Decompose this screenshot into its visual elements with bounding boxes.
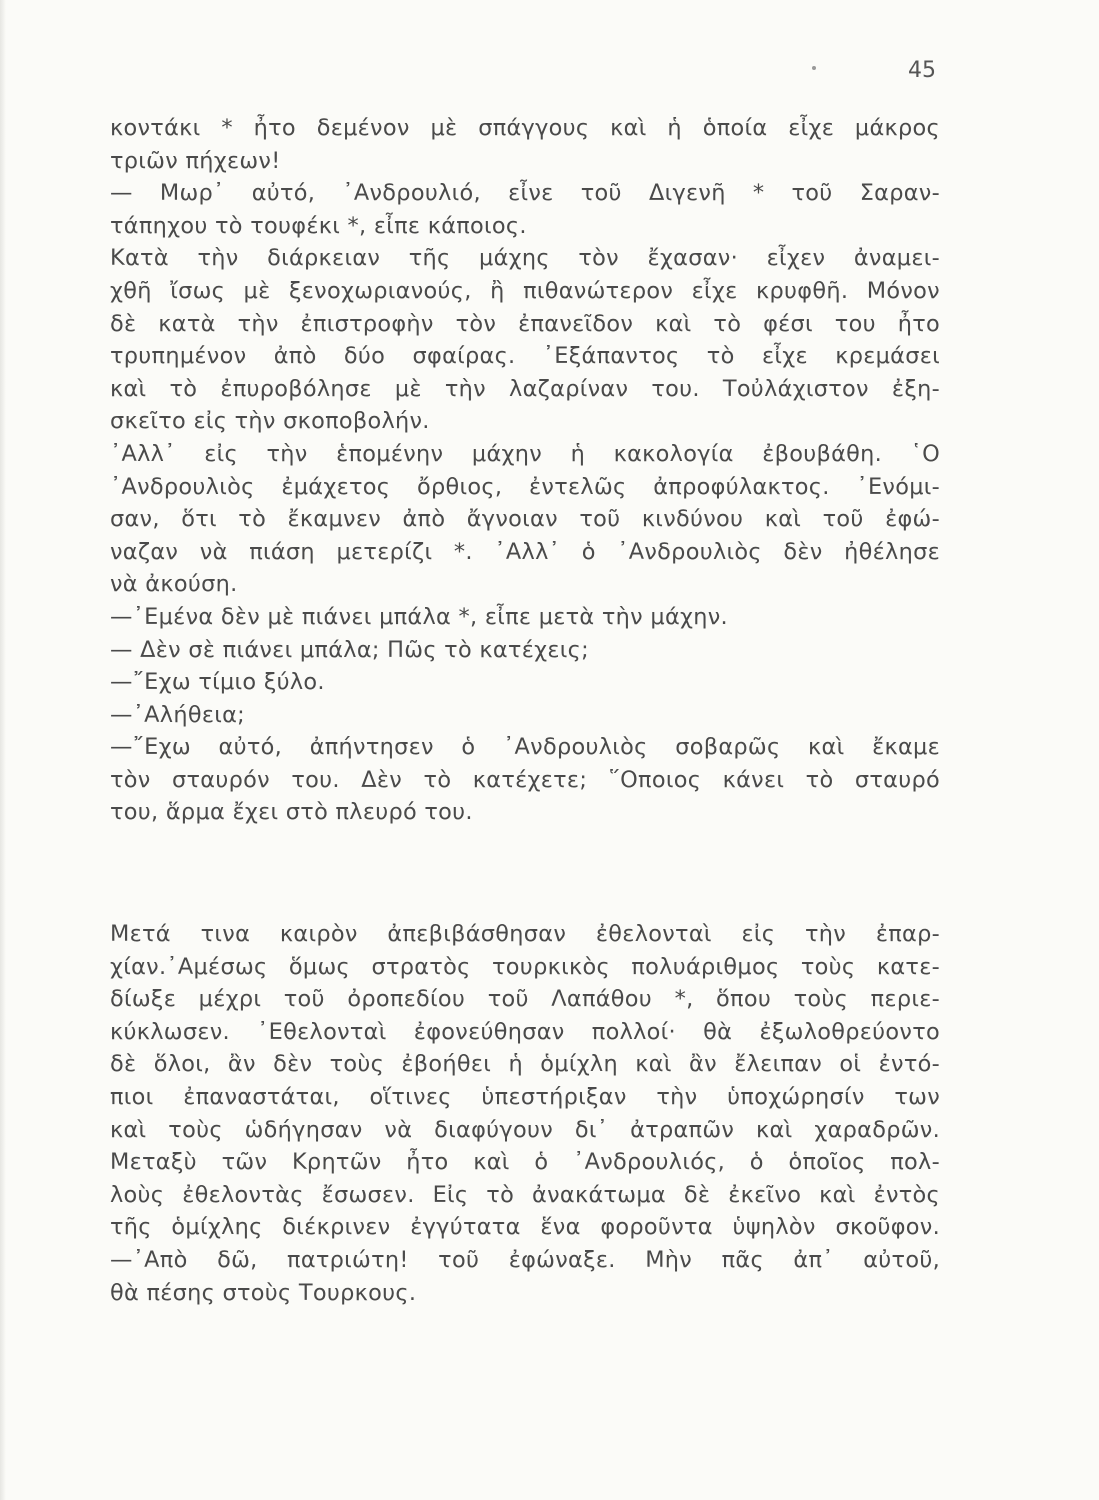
page-number: 45 [908,58,936,83]
text-line: τὸν σταυρόν του. Δὲν τὸ κατέχετε; ῞Οποιος κάνει τὸ σταυρό [110,766,940,793]
text-line: ναζαν νὰ πιάση μετερίζι *. ᾽Αλλ᾽ ὁ ᾽Ανδρουλιὸς δὲν ἠθέλησε [110,538,940,565]
text-block-narrative [110,918,940,1309]
text-line: χίαν.᾽Αμέσως ὅμως στρατὸς τουρκικὸς πολυάριθμος τοὺς κατε- [110,953,940,980]
text-line: καὶ τοὺς ὡδήγησαν νὰ διαφύγουν δι᾽ ἀτραπῶν καὶ χαραδρῶν. [110,1116,940,1143]
text-line: — Μωρ᾽ αὐτό, ᾽Ανδρουλιό, εἶνε τοῦ Διγενῆ * τοῦ Σαραν- [110,180,940,207]
page-edge-shadow [0,0,6,1500]
text-line: πιοι ἐπαναστάται, οἵτινες ὑπεστήριξαν τὴν ὑποχώρησίν των [110,1083,940,1110]
text-line: Μεταξὺ τῶν Κρητῶν ἦτο καὶ ὁ ᾽Ανδρουλιός, ὁ ὁποῖος πολ- [110,1149,940,1176]
text-line: —῎Εχω αὐτό, ἀπήντησεν ὁ ᾽Ανδρουλιὸς σοβαρῶς καὶ ἔκαμε [110,734,940,761]
text-line: —᾽Απὸ δῶ, πατριώτη! τοῦ ἐφώναξε. Μὴν πᾶς ἀπ᾽ αὐτοῦ, [110,1246,940,1273]
text-line: λοὺς ἐθελοντὰς ἔσωσεν. Εἰς τὸ ἀνακάτωμα δὲ ἐκεῖνο καὶ ἐντὸς [110,1181,940,1208]
text-line: — Δὲν σὲ πιάνει μπάλα; Πῶς τὸ κατέχεις; [110,636,589,663]
text-line: χθῆ ἴσως μὲ ξενοχωριανούς, ἢ πιθανώτερον εἶχε κρυφθῆ. Μόνον [110,277,940,304]
text-line: κοντάκι * ἦτο δεμένον μὲ σπάγγους καὶ ἡ ὁποία εἶχε μάκρος [110,115,940,141]
text-line: ᾽Αλλ᾽ εἰς τὴν ἑπομένην μάχην ἡ κακολογία ἐβουβάθη. ῾Ο [110,440,940,467]
text-line: δίωξε μέχρι τοῦ ὀροπεδίου τοῦ Λαπάθου *, ὅπου τοὺς περιε- [110,986,940,1013]
text-line: τρυπημένον ἀπὸ δύο σφαίρας. ᾽Εξάπαντος τὸ εἶχε κρεμάσει [110,343,940,370]
print-speck [812,66,816,70]
text-line: Κατὰ τὴν διάρκειαν τῆς μάχης τὸν ἔχασαν· εἶχεν ἀναμει- [110,245,940,272]
text-line: —῎Εχω τίμιο ξύλο. [110,669,325,696]
text-line: σαν, ὅτι τὸ ἔκαμνεν ἀπὸ ἄγνοιαν τοῦ κινδύνου καὶ τοῦ ἐφώ- [110,506,940,533]
text-line: καὶ τὸ ἐπυροβόλησε μὲ τὴν λαζαρίναν του. Τοὐλάχιστον ἐξη- [110,375,940,402]
text-line: δὲ κατὰ τὴν ἐπιστροφὴν τὸν ἐπανεῖδον καὶ τὸ φέσι του ἦτο [110,310,940,337]
text-line: ᾽Ανδρουλιὸς ἐμάχετος ὄρθιος, ἐντελῶς ἀπροφύλακτος. ᾽Ενόμι- [110,473,940,500]
text-line: Μετά τινα καιρὸν ἀπεβιβάσθησαν ἐθελονταὶ εἰς τὴν ἐπαρ- [110,921,940,947]
text-line: τῆς ὁμίχλης διέκρινεν ἐγγύτατα ἕνα φοροῦντα ὑψηλὸν σκοῦφον. [110,1214,940,1241]
text-line: νὰ ἀκούση. [110,571,238,598]
text-line: τάπηχου τὸ τουφέκι *, εἶπε κάποιος. [110,212,527,239]
text-line: τριῶν πήχεων! [110,147,281,174]
text-line: δὲ ὅλοι, ἂν δὲν τοὺς ἐβοήθει ἡ ὁμίχλη καὶ ἂν ἔλειπαν οἱ ἐντό- [110,1051,940,1078]
text-line: —᾽Αλήθεια; [110,701,246,728]
text-line: σκεῖτο εἰς τὴν σκοποβολήν. [110,408,430,435]
text-line: —᾽Εμένα δὲν μὲ πιάνει μπάλα *, εἶπε μετὰ τὴν μάχην. [110,603,728,630]
text-line: θὰ πέσης στοὺς Τουρκους. [110,1279,417,1306]
text-block-dialogue [110,112,940,829]
text-line: του, ἅρμα ἔχει στὸ πλευρό του. [110,799,473,826]
text-line: κύκλωσεν. ᾽Εθελονταὶ ἐφονεύθησαν πολλοί· θὰ ἐξωλοθρεύοντο [110,1018,940,1045]
